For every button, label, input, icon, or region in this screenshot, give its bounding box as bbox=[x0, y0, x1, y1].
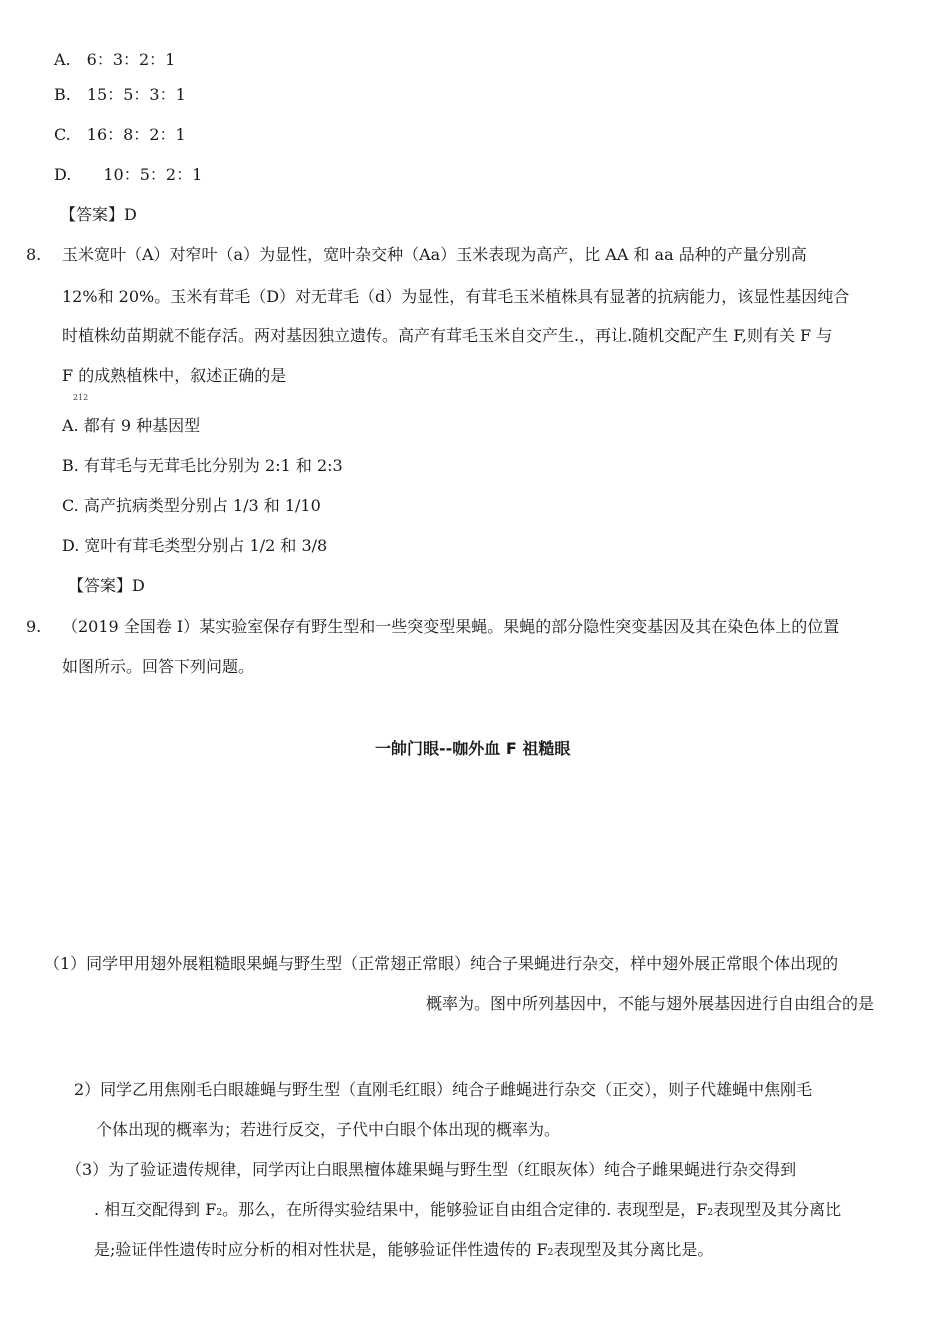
q9-part-3-line-2-c: 表现型及其分离比 bbox=[713, 1200, 842, 1219]
f2-subscript: 2 bbox=[707, 1208, 714, 1218]
q8-small-note: 212 bbox=[73, 393, 89, 402]
q9-number: 9. bbox=[26, 617, 42, 636]
q7-option-b: B. 15：5：3：1 bbox=[54, 85, 186, 104]
f2-subscript: 2 bbox=[547, 1248, 554, 1258]
q8-answer: 【答案】D bbox=[68, 576, 145, 595]
q9-part-3-line-2-a: . 相互交配得到 F bbox=[94, 1200, 217, 1219]
q7-option-d: D. 10：5：2：1 bbox=[54, 165, 203, 184]
q8-option-c: C. 高产抗病类型分别占 1/3 和 1/10 bbox=[62, 496, 321, 515]
q8-option-d: D. 宽叶有茸毛类型分别占 1/2 和 3/8 bbox=[62, 536, 328, 555]
q8-stem-line-2: 12%和 20%。玉米有茸毛（D）对无茸毛（d）为显性，有茸毛玉米植株具有显著的抗病能力，该显性基因纯合 bbox=[62, 287, 850, 306]
q8-stem-line-1: 玉米宽叶（A）对窄叶（a）为显性，宽叶杂交种（Aa）玉米表现为高产，比 AA 和 aa 品种的产量分别高 bbox=[62, 245, 807, 264]
q9-part-3-line-3 bbox=[94, 1240, 713, 1259]
q8-number: 8. bbox=[26, 245, 42, 264]
q8-option-a: A. 都有 9 种基因型 bbox=[62, 416, 201, 435]
q7-option-a: A. 6：3：2：1 bbox=[54, 50, 176, 69]
q9-part-1-line-2: 概率为。图中所列基因中，不能与翅外展基因进行自由组合的是 bbox=[426, 994, 875, 1013]
q9-part-3-line-2-b: 。那么，在所得实验结果中，能够验证自由组合定律的. 表现型是，F bbox=[222, 1200, 708, 1219]
figure-caption: 一帥门眼--咖外血 F 祖糙眼 bbox=[375, 739, 571, 758]
q9-part-2-line-2: 个体出现的概率为；若进行反交，子代中白眼个体出现的概率为。 bbox=[96, 1120, 561, 1139]
q9-part-2-line-1: 2）同学乙用焦刚毛白眼雄蝇与野生型（直刚毛红眼）纯合子雌蝇进行杂交（正交），则子代雄蝇中焦刚毛 bbox=[74, 1080, 813, 1099]
q9-part-1-line-1: （1）同学甲用翅外展粗糙眼果蝇与野生型（正常翅正常眼）纯合子果蝇进行杂交，样中翅外展正常眼个体出现的 bbox=[44, 954, 839, 973]
q9-part-3-line-1: （3）为了验证遗传规律，同学丙让白眼黑檀体雄果蝇与野生型（红眼灰体）纯合子雌果蝇进行杂交得到 bbox=[66, 1160, 797, 1179]
q9-part-3-line-3-a: 是;验证伴性遗传时应分析的相对性状是，能够验证伴性遗传的 F bbox=[94, 1240, 548, 1259]
q9-part-3-line-2 bbox=[94, 1200, 841, 1219]
q7-answer: 【答案】D bbox=[60, 205, 137, 224]
q9-stem-line-2: 如图所示。回答下列问题。 bbox=[62, 657, 255, 676]
q8-stem-line-3: 时植株幼苗期就不能存活。两对基因独立遗传。高产有茸毛玉米自交产生.，再让.随机交配产生 F,则有关 F 与 bbox=[62, 326, 833, 345]
q9-stem-line-1: （2019 全国卷 I）某实验室保存有野生型和一些突变型果蝇。果蝇的部分隐性突变基因及其在染色体上的位置 bbox=[62, 617, 840, 636]
q8-option-b: B. 有茸毛与无茸毛比分别为 2:1 和 2:3 bbox=[62, 456, 343, 475]
q8-stem-line-4: F 的成熟植株中，叙述正确的是 bbox=[62, 366, 287, 385]
q9-part-3-line-3-b: 表现型及其分离比是。 bbox=[553, 1240, 714, 1259]
f2-subscript: 2 bbox=[216, 1208, 223, 1218]
q7-option-c: C. 16：8：2：1 bbox=[54, 125, 186, 144]
